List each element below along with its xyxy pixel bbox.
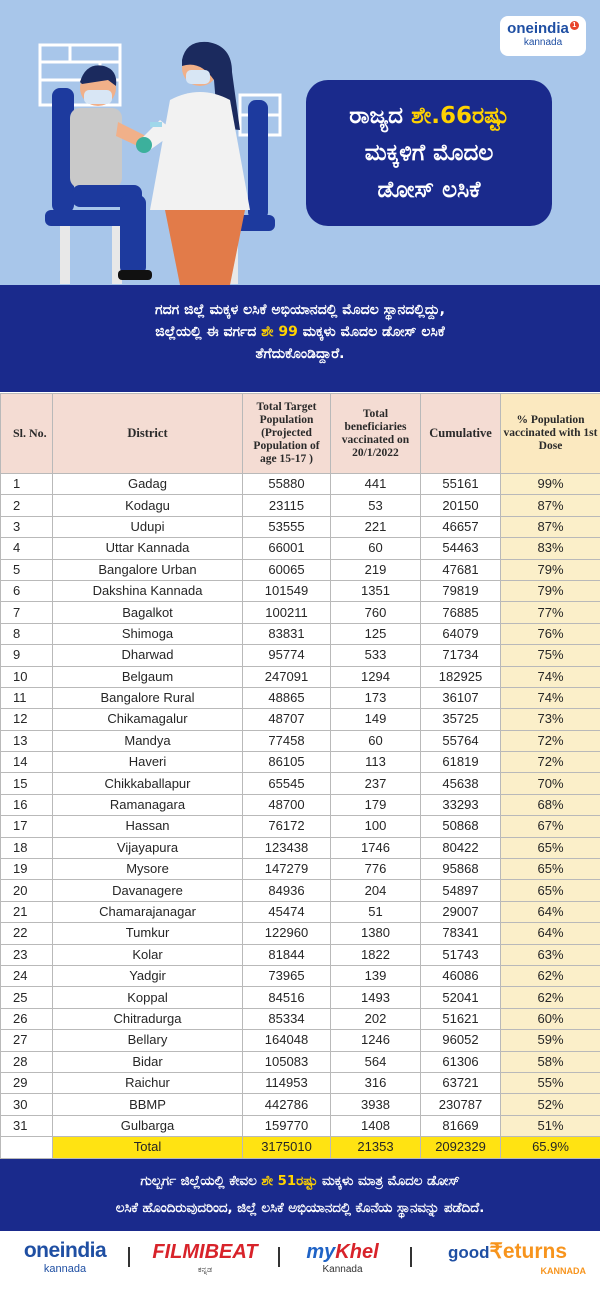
cell-vaccinated: 1380 bbox=[331, 923, 421, 944]
cell-pct: 99% bbox=[501, 474, 600, 495]
vaccination-table-wrap bbox=[0, 393, 600, 1159]
oneindia-logo[interactable] bbox=[500, 16, 586, 56]
cell-slno: 9 bbox=[1, 645, 53, 666]
cell-pct: 74% bbox=[501, 687, 600, 708]
cell-cumulative: 36107 bbox=[421, 687, 501, 708]
cell-district: Chamarajanagar bbox=[53, 901, 243, 922]
table-row bbox=[1, 666, 600, 687]
table-row bbox=[1, 474, 600, 495]
cell-cumulative: 20150 bbox=[421, 495, 501, 516]
cell-pct: 65% bbox=[501, 837, 600, 858]
cell-target: 159770 bbox=[243, 1115, 331, 1136]
cell-pct: 79% bbox=[501, 580, 600, 601]
cell-vaccinated: 3938 bbox=[331, 1094, 421, 1115]
cell-pct: 63% bbox=[501, 944, 600, 965]
cell-vaccinated: 113 bbox=[331, 752, 421, 773]
cell-pct: 59% bbox=[501, 1030, 600, 1051]
cell-slno: 13 bbox=[1, 730, 53, 751]
cell-district: Kolar bbox=[53, 944, 243, 965]
cell-target: 48707 bbox=[243, 709, 331, 730]
cell-slno: 23 bbox=[1, 944, 53, 965]
cell-cumulative: 80422 bbox=[421, 837, 501, 858]
cell-target: 76172 bbox=[243, 816, 331, 837]
total-cell-district: Total bbox=[53, 1137, 243, 1158]
cell-district: Udupi bbox=[53, 516, 243, 537]
cell-pct: 62% bbox=[501, 965, 600, 986]
cell-slno: 2 bbox=[1, 495, 53, 516]
total-cell-cumulative: 2092329 bbox=[421, 1137, 501, 1158]
cell-vaccinated: 219 bbox=[331, 559, 421, 580]
cell-target: 55880 bbox=[243, 474, 331, 495]
cell-slno: 17 bbox=[1, 816, 53, 837]
cell-district: Chikamagalur bbox=[53, 709, 243, 730]
cell-cumulative: 46657 bbox=[421, 516, 501, 537]
cell-vaccinated: 1294 bbox=[331, 666, 421, 687]
cell-vaccinated: 533 bbox=[331, 645, 421, 666]
cell-pct: 58% bbox=[501, 1051, 600, 1072]
cell-district: Vijayapura bbox=[53, 837, 243, 858]
subheadline-highlight: ಶೇ 99 bbox=[261, 324, 298, 340]
cell-cumulative: 95868 bbox=[421, 859, 501, 880]
cell-vaccinated: 179 bbox=[331, 794, 421, 815]
headline-line1: ರಾಜ್ಯದ ಶೇ.66ರಷ್ಟು bbox=[349, 103, 509, 129]
table-row bbox=[1, 1008, 600, 1029]
cell-target: 83831 bbox=[243, 623, 331, 644]
footer-mykhel-logo[interactable]: myKhel Kannada bbox=[306, 1241, 379, 1275]
table-row bbox=[1, 965, 600, 986]
table-row bbox=[1, 538, 600, 559]
logo-brand: oneindia bbox=[507, 20, 569, 37]
cell-pct: 74% bbox=[501, 666, 600, 687]
table-row bbox=[1, 901, 600, 922]
cell-cumulative: 54897 bbox=[421, 880, 501, 901]
cell-target: 105083 bbox=[243, 1051, 331, 1072]
cell-vaccinated: 1822 bbox=[331, 944, 421, 965]
cell-district: Chitradurga bbox=[53, 1008, 243, 1029]
subheadline-line3: ತೆಗೆದುಕೊಂಡಿದ್ದಾರೆ. bbox=[255, 346, 345, 362]
cell-cumulative: 230787 bbox=[421, 1094, 501, 1115]
hero-section bbox=[0, 0, 600, 285]
logo-sub: kannada bbox=[523, 37, 563, 48]
cell-pct: 76% bbox=[501, 623, 600, 644]
cell-cumulative: 78341 bbox=[421, 923, 501, 944]
cell-pct: 60% bbox=[501, 1008, 600, 1029]
cell-cumulative: 61819 bbox=[421, 752, 501, 773]
cell-slno: 21 bbox=[1, 901, 53, 922]
cell-slno: 27 bbox=[1, 1030, 53, 1051]
cell-cumulative: 81669 bbox=[421, 1115, 501, 1136]
header-target: Total Target Population (Projected Population of age 15-17 ) bbox=[243, 394, 331, 474]
cell-pct: 73% bbox=[501, 709, 600, 730]
cell-slno: 19 bbox=[1, 859, 53, 880]
table-row bbox=[1, 794, 600, 815]
cell-district: Raichur bbox=[53, 1072, 243, 1093]
cell-slno: 8 bbox=[1, 623, 53, 644]
cell-district: Mandya bbox=[53, 730, 243, 751]
subheadline-line2: ಜಿಲ್ಲೆಯಲ್ಲಿ ಈ ವರ್ಗದ ಶೇ 99 ಮಕ್ಕಳು ಮೊದಲ ಡೋಸ್ ಲಸಿಕೆ bbox=[155, 324, 445, 340]
cell-vaccinated: 51 bbox=[331, 901, 421, 922]
cell-vaccinated: 441 bbox=[331, 474, 421, 495]
cell-district: Bangalore Rural bbox=[53, 687, 243, 708]
cell-district: Shimoga bbox=[53, 623, 243, 644]
cell-pct: 65% bbox=[501, 859, 600, 880]
cell-cumulative: 64079 bbox=[421, 623, 501, 644]
table-row bbox=[1, 580, 600, 601]
footer-separator bbox=[410, 1247, 412, 1267]
cell-district: Hassan bbox=[53, 816, 243, 837]
table-row bbox=[1, 752, 600, 773]
cell-district: Bidar bbox=[53, 1051, 243, 1072]
table-row bbox=[1, 516, 600, 537]
cell-vaccinated: 1246 bbox=[331, 1030, 421, 1051]
cell-pct: 77% bbox=[501, 602, 600, 623]
bottom-line1: ಗುಲ್ಬರ್ಗ ಜಿಲ್ಲೆಯಲ್ಲಿ ಕೇವಲ ಶೇ 51ರಷ್ಟು ಮಕ್ಕಳು ಮಾತ್ರ ಮೊದಲ ಡೋಸ್ bbox=[140, 1174, 460, 1189]
cell-cumulative: 29007 bbox=[421, 901, 501, 922]
cell-cumulative: 71734 bbox=[421, 645, 501, 666]
table-row bbox=[1, 709, 600, 730]
cell-cumulative: 47681 bbox=[421, 559, 501, 580]
cell-target: 164048 bbox=[243, 1030, 331, 1051]
cell-cumulative: 76885 bbox=[421, 602, 501, 623]
total-cell-target: 3175010 bbox=[243, 1137, 331, 1158]
cell-slno: 15 bbox=[1, 773, 53, 794]
cell-vaccinated: 237 bbox=[331, 773, 421, 794]
cell-pct: 70% bbox=[501, 773, 600, 794]
cell-target: 100211 bbox=[243, 602, 331, 623]
cell-cumulative: 61306 bbox=[421, 1051, 501, 1072]
cell-district: Bagalkot bbox=[53, 602, 243, 623]
cell-district: Ramanagara bbox=[53, 794, 243, 815]
cell-district: Bellary bbox=[53, 1030, 243, 1051]
cell-vaccinated: 149 bbox=[331, 709, 421, 730]
cell-slno: 11 bbox=[1, 687, 53, 708]
footer-separator bbox=[278, 1247, 280, 1267]
cell-target: 85334 bbox=[243, 1008, 331, 1029]
vaccination-illustration bbox=[0, 0, 300, 285]
sub-headline-banner bbox=[0, 285, 600, 392]
cell-slno: 6 bbox=[1, 580, 53, 601]
cell-pct: 62% bbox=[501, 987, 600, 1008]
cell-vaccinated: 139 bbox=[331, 965, 421, 986]
cell-vaccinated: 53 bbox=[331, 495, 421, 516]
cell-target: 84516 bbox=[243, 987, 331, 1008]
cell-target: 114953 bbox=[243, 1072, 331, 1093]
cell-cumulative: 79819 bbox=[421, 580, 501, 601]
headline-line2: ಮಕ್ಕಳಿಗೆ ಮೊದಲ bbox=[364, 140, 494, 166]
cell-vaccinated: 204 bbox=[331, 880, 421, 901]
cell-slno: 10 bbox=[1, 666, 53, 687]
cell-vaccinated: 125 bbox=[331, 623, 421, 644]
cell-vaccinated: 760 bbox=[331, 602, 421, 623]
cell-vaccinated: 1493 bbox=[331, 987, 421, 1008]
cell-slno: 14 bbox=[1, 752, 53, 773]
cell-slno: 7 bbox=[1, 602, 53, 623]
cell-pct: 67% bbox=[501, 816, 600, 837]
cell-slno: 22 bbox=[1, 923, 53, 944]
table-row bbox=[1, 495, 600, 516]
cell-target: 48865 bbox=[243, 687, 331, 708]
cell-target: 66001 bbox=[243, 538, 331, 559]
header-vaccinated: Total beneficiaries vaccinated on 20/1/2022 bbox=[331, 394, 421, 474]
cell-district: Bangalore Urban bbox=[53, 559, 243, 580]
cell-slno: 29 bbox=[1, 1072, 53, 1093]
total-cell-slno bbox=[1, 1137, 53, 1158]
cell-district: Dharwad bbox=[53, 645, 243, 666]
cell-slno: 1 bbox=[1, 474, 53, 495]
table-row bbox=[1, 837, 600, 858]
cell-cumulative: 46086 bbox=[421, 965, 501, 986]
table-row bbox=[1, 923, 600, 944]
cell-pct: 55% bbox=[501, 1072, 600, 1093]
footer-oneindia-logo[interactable]: oneindia kannada bbox=[23, 1239, 107, 1275]
table-row bbox=[1, 1094, 600, 1115]
cell-pct: 64% bbox=[501, 901, 600, 922]
cell-district: Kodagu bbox=[53, 495, 243, 516]
cell-pct: 72% bbox=[501, 730, 600, 751]
cell-district: Tumkur bbox=[53, 923, 243, 944]
cell-vaccinated: 316 bbox=[331, 1072, 421, 1093]
footer-goodreturns-logo[interactable]: good₹eturns KANNADA bbox=[447, 1240, 586, 1276]
table-header-row bbox=[1, 394, 600, 474]
cell-pct: 64% bbox=[501, 923, 600, 944]
table-row bbox=[1, 859, 600, 880]
bottom-banner bbox=[0, 1159, 600, 1231]
cell-cumulative: 51743 bbox=[421, 944, 501, 965]
table-row bbox=[1, 987, 600, 1008]
table-row bbox=[1, 602, 600, 623]
cell-target: 53555 bbox=[243, 516, 331, 537]
cell-target: 247091 bbox=[243, 666, 331, 687]
table-row bbox=[1, 687, 600, 708]
cell-target: 65545 bbox=[243, 773, 331, 794]
cell-district: Davanagere bbox=[53, 880, 243, 901]
cell-district: Chikkaballapur bbox=[53, 773, 243, 794]
cell-vaccinated: 1746 bbox=[331, 837, 421, 858]
cell-target: 45474 bbox=[243, 901, 331, 922]
table-row bbox=[1, 559, 600, 580]
table-row bbox=[1, 1072, 600, 1093]
cell-vaccinated: 776 bbox=[331, 859, 421, 880]
cell-pct: 87% bbox=[501, 516, 600, 537]
vaccination-table bbox=[0, 393, 600, 1159]
bottom-highlight: ಶೇ 51ರಷ್ಟು bbox=[261, 1174, 318, 1189]
table-body bbox=[1, 474, 600, 1159]
cell-district: Mysore bbox=[53, 859, 243, 880]
cell-slno: 24 bbox=[1, 965, 53, 986]
cell-slno: 20 bbox=[1, 880, 53, 901]
headline-box bbox=[306, 80, 552, 226]
cell-target: 95774 bbox=[243, 645, 331, 666]
cell-pct: 52% bbox=[501, 1094, 600, 1115]
cell-slno: 30 bbox=[1, 1094, 53, 1115]
cell-cumulative: 50868 bbox=[421, 816, 501, 837]
cell-target: 84936 bbox=[243, 880, 331, 901]
cell-target: 60065 bbox=[243, 559, 331, 580]
cell-cumulative: 35725 bbox=[421, 709, 501, 730]
table-row bbox=[1, 623, 600, 644]
table-row bbox=[1, 944, 600, 965]
cell-vaccinated: 60 bbox=[331, 730, 421, 751]
table-row bbox=[1, 880, 600, 901]
cell-target: 81844 bbox=[243, 944, 331, 965]
cell-slno: 28 bbox=[1, 1051, 53, 1072]
cell-district: Uttar Kannada bbox=[53, 538, 243, 559]
total-cell-vaccinated: 21353 bbox=[331, 1137, 421, 1158]
cell-target: 147279 bbox=[243, 859, 331, 880]
cell-cumulative: 55764 bbox=[421, 730, 501, 751]
cell-district: Haveri bbox=[53, 752, 243, 773]
header-cumulative: Cumulative bbox=[421, 394, 501, 474]
cell-vaccinated: 173 bbox=[331, 687, 421, 708]
cell-pct: 87% bbox=[501, 495, 600, 516]
cell-slno: 4 bbox=[1, 538, 53, 559]
cell-cumulative: 54463 bbox=[421, 538, 501, 559]
cell-district: Koppal bbox=[53, 987, 243, 1008]
table-row bbox=[1, 1051, 600, 1072]
cell-district: Belgaum bbox=[53, 666, 243, 687]
cell-target: 86105 bbox=[243, 752, 331, 773]
cell-district: Dakshina Kannada bbox=[53, 580, 243, 601]
cell-slno: 18 bbox=[1, 837, 53, 858]
header-district: District bbox=[53, 394, 243, 474]
cell-vaccinated: 202 bbox=[331, 1008, 421, 1029]
cell-pct: 83% bbox=[501, 538, 600, 559]
cell-target: 123438 bbox=[243, 837, 331, 858]
table-total-row bbox=[1, 1137, 600, 1158]
header-slno: Sl. No. bbox=[1, 394, 53, 474]
cell-target: 101549 bbox=[243, 580, 331, 601]
cell-vaccinated: 100 bbox=[331, 816, 421, 837]
cell-target: 122960 bbox=[243, 923, 331, 944]
cell-cumulative: 33293 bbox=[421, 794, 501, 815]
subheadline-line1: ಗದಗ ಜಿಲ್ಲೆ ಮಕ್ಕಳ ಲಸಿಕೆ ಅಭಿಯಾನದಲ್ಲಿ ಮೊದಲ ಸ್ಥಾನದಲ್ಲಿದ್ದು, bbox=[155, 302, 445, 318]
cell-slno: 31 bbox=[1, 1115, 53, 1136]
cell-cumulative: 63721 bbox=[421, 1072, 501, 1093]
cell-vaccinated: 221 bbox=[331, 516, 421, 537]
cell-target: 48700 bbox=[243, 794, 331, 815]
cell-vaccinated: 1408 bbox=[331, 1115, 421, 1136]
bottom-line2: ಲಸಿಕೆ ಹೊಂದಿರುವುದರಿಂದ, ಜಿಲ್ಲೆ ಲಸಿಕೆ ಅಭಿಯಾನದಲ್ಲಿ ಕೊನೆಯ ಸ್ಥಾನವನ್ನು ಪಡೆದಿದೆ. bbox=[115, 1201, 485, 1216]
footer-brands bbox=[0, 1231, 600, 1289]
cell-cumulative: 182925 bbox=[421, 666, 501, 687]
cell-pct: 79% bbox=[501, 559, 600, 580]
cell-slno: 25 bbox=[1, 987, 53, 1008]
cell-target: 73965 bbox=[243, 965, 331, 986]
cell-pct: 51% bbox=[501, 1115, 600, 1136]
cell-district: Yadgir bbox=[53, 965, 243, 986]
cell-target: 442786 bbox=[243, 1094, 331, 1115]
cell-cumulative: 96052 bbox=[421, 1030, 501, 1051]
cell-pct: 72% bbox=[501, 752, 600, 773]
cell-cumulative: 55161 bbox=[421, 474, 501, 495]
cell-district: Gulbarga bbox=[53, 1115, 243, 1136]
cell-vaccinated: 1351 bbox=[331, 580, 421, 601]
cell-target: 77458 bbox=[243, 730, 331, 751]
table-row bbox=[1, 730, 600, 751]
cell-slno: 26 bbox=[1, 1008, 53, 1029]
headline-line3: ಡೋಸ್ ಲಸಿಕೆ bbox=[377, 177, 481, 203]
cell-pct: 75% bbox=[501, 645, 600, 666]
table-row bbox=[1, 1115, 600, 1136]
footer-filmibeat-logo[interactable]: FILMIBEAT ಕನ್ನಡ bbox=[152, 1241, 258, 1274]
cell-district: Gadag bbox=[53, 474, 243, 495]
logo-badge: 1 bbox=[570, 21, 579, 30]
footer-separator bbox=[128, 1247, 130, 1267]
cell-pct: 68% bbox=[501, 794, 600, 815]
cell-slno: 5 bbox=[1, 559, 53, 580]
cell-slno: 3 bbox=[1, 516, 53, 537]
table-row bbox=[1, 645, 600, 666]
table-row bbox=[1, 1030, 600, 1051]
cell-vaccinated: 60 bbox=[331, 538, 421, 559]
total-cell-pct: 65.9% bbox=[501, 1137, 600, 1158]
cell-district: BBMP bbox=[53, 1094, 243, 1115]
cell-cumulative: 52041 bbox=[421, 987, 501, 1008]
cell-cumulative: 51621 bbox=[421, 1008, 501, 1029]
cell-slno: 12 bbox=[1, 709, 53, 730]
cell-target: 23115 bbox=[243, 495, 331, 516]
cell-pct: 65% bbox=[501, 880, 600, 901]
cell-slno: 16 bbox=[1, 794, 53, 815]
cell-cumulative: 45638 bbox=[421, 773, 501, 794]
cell-vaccinated: 564 bbox=[331, 1051, 421, 1072]
table-row bbox=[1, 773, 600, 794]
header-pct: % Population vaccinated with 1st Dose bbox=[501, 394, 600, 474]
table-row bbox=[1, 816, 600, 837]
headline-highlight: ಶೇ.66ರಷ್ಟು bbox=[411, 103, 509, 129]
